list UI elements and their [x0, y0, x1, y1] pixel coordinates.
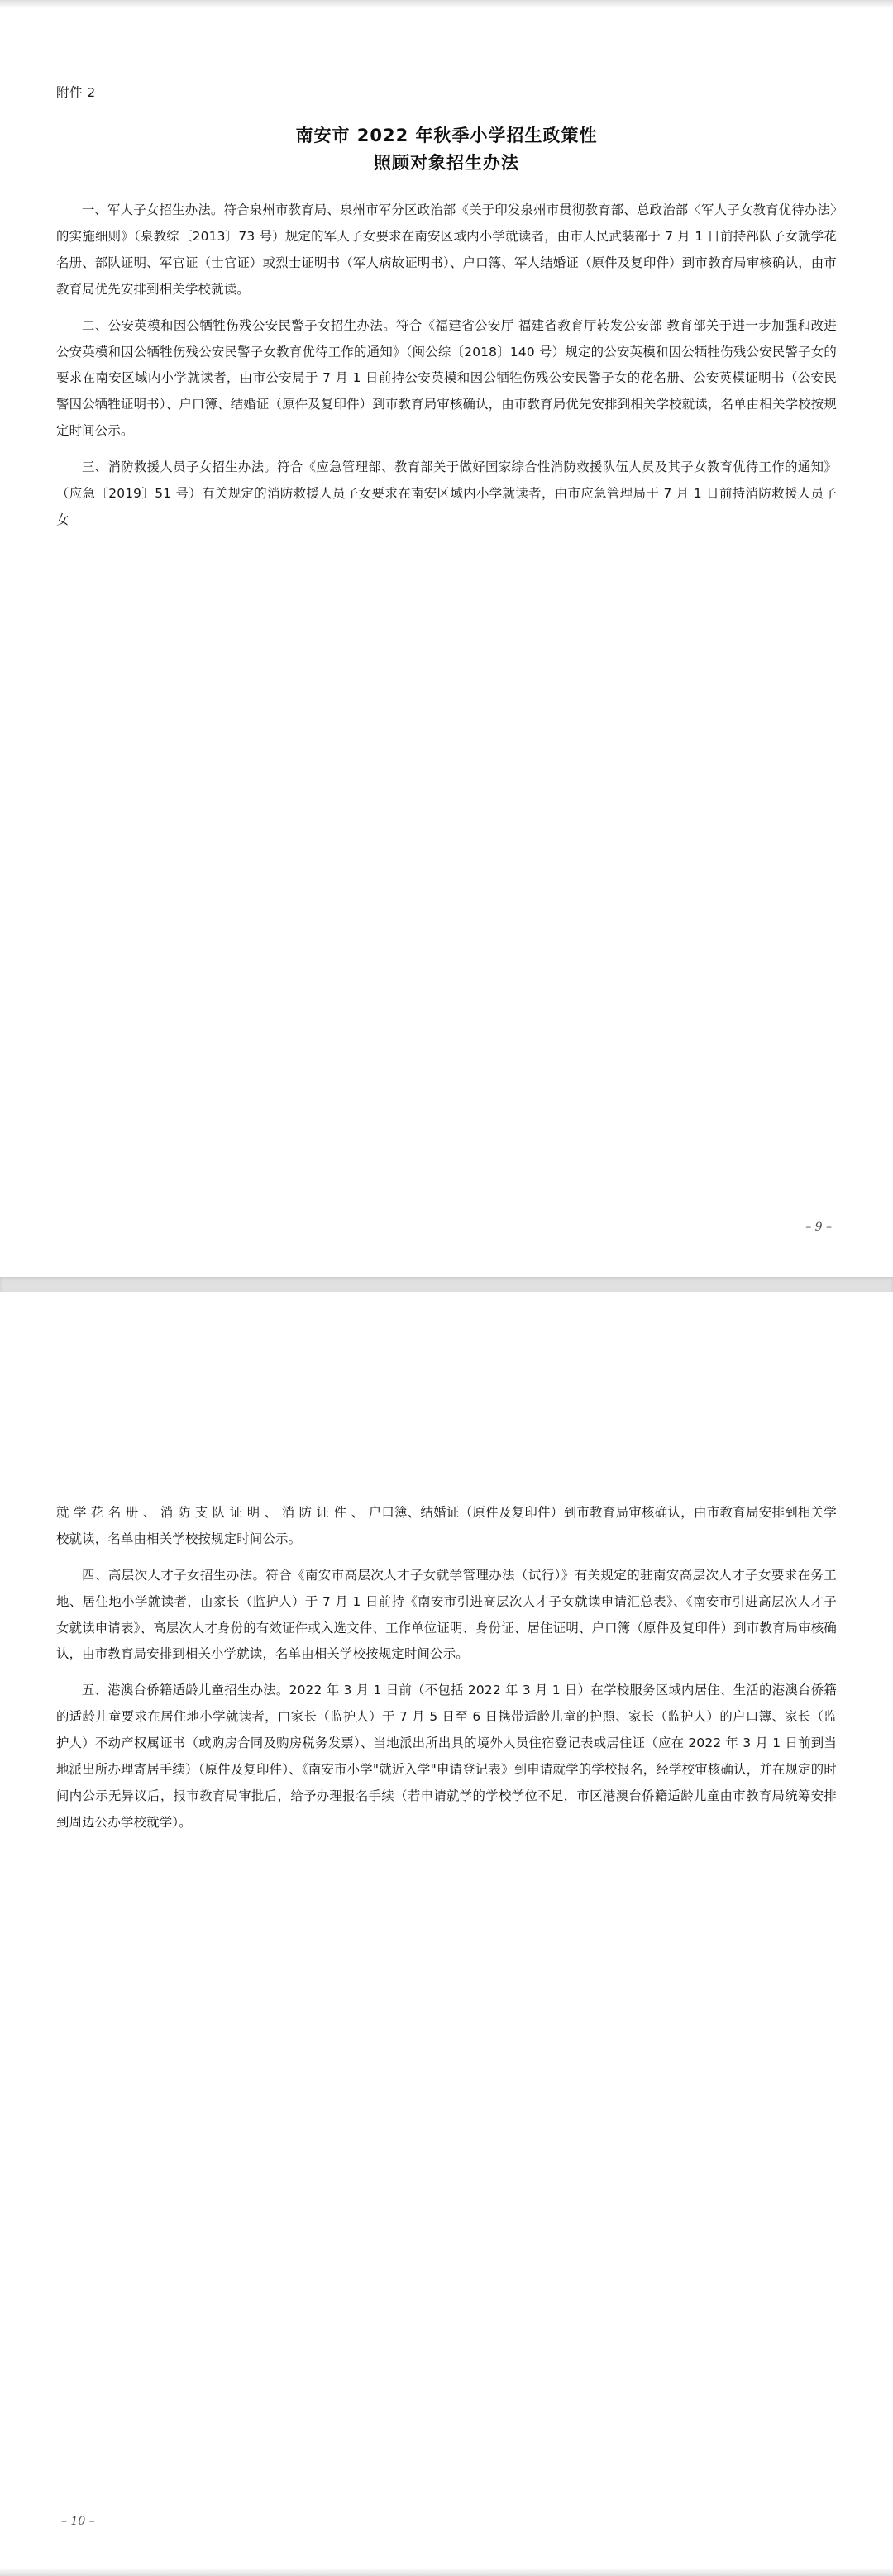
paragraph-military-children [56, 198, 837, 303]
page-separator [0, 1277, 893, 1292]
paragraph-police-model-children [56, 313, 837, 445]
scan-edge-bottom [0, 2568, 893, 2576]
paragraph-text: 三、消防救援人员子女招生办法。符合《应急管理部、教育部关于做好国家综合性消防救援队伍人员及其子女教育优待工作的通知》（应急〔2019〕51 号）有关规定的消防救援人员子女要求在南安区域内小学就读者，由市应急管理局于 7 月 1 日前持消防救援人员子女 [56, 459, 837, 527]
paragraph-high-level-talent-children [56, 1563, 837, 1669]
paragraph-hk-macao-taiwan-overseas-children [56, 1678, 837, 1836]
page-title-line-2: 照顾对象招生办法 [374, 152, 519, 173]
paragraph-text: 就 学 花 名 册 、 消 防 支 队 证 明 、 消 防 证 件 、 户口簿、结婚证（原件及复印件）到市教育局审核确认，由市教育局安排到相关学校就读，名单由相关学校按规定时间公示。 [56, 1505, 837, 1546]
page-number-10: – 10 – [61, 2515, 95, 2528]
document-page-2 [0, 1292, 893, 2576]
document-page-1 [0, 0, 893, 1277]
paragraph-text: 五、港澳台侨籍适龄儿童招生办法。2022 年 3 月 1 日前（不包括 2022 年 3 月 1 日）在学校服务区域内居住、生活的港澳台侨籍的适龄儿童要求在居住地小学就读者，由家长（监护人）于 7 月 5 日至 6 日携带适龄儿童的护照、家长（监护人）的户口簿、家长（监护人）不动产权属证书（或购房合同及购房税务发票）、当地派出所出具的境外人员住宿登记表或居住证（应在 2022 年 3 月 1 日前到当地派出所办理寄居手续）（原件及复印件）、《南安市小学"就近入学"申请登记表》到申请就学的学校报名，经学校审核确认，并在规定的时间内公示无异议后，报市教育局审批后，给予办理报名手续（若申请就学的学校学位不足，市区港澳台侨籍适龄儿童由市教育局统筹安排到周边公办学校就学）。 [56, 1683, 837, 1830]
attachment-label: 附件 2 [56, 85, 96, 100]
page-title-line-1: 南安市 2022 年秋季小学招生政策性 [295, 126, 598, 145]
page-title [56, 122, 837, 176]
paragraph-firefighter-children [56, 455, 837, 534]
paragraph-firefighter-children-continued [56, 1500, 837, 1553]
paragraph-text: 二、公安英模和因公牺牲伤残公安民警子女招生办法。符合《福建省公安厅 福建省教育厅转发公安部 教育部关于进一步加强和改进公安英模和因公牺牲伤残公安民警子女教育优待工作的通知》（闽公综〔2018〕140 号）规定的公安英模和因公牺牲伤残公安民警子女的要求在南安区域内小学就读者，由市公安局于 7 月 1 日前持公安英模和因公牺牲伤残公安民警子女的花名册、公安英模证明书（公安民警因公牺牲证明书）、户口簿、结婚证（原件及复印件）到市教育局审核确认，由市教育局优先安排到相关学校就读，名单由相关学校按规定时间公示。 [56, 317, 837, 439]
page-number-9: – 9 – [805, 1221, 832, 1234]
paragraph-text: 四、高层次人才子女招生办法。符合《南安市高层次人才子女就学管理办法（试行）》有关规定的驻南安高层次人才子女要求在务工地、居住地小学就读者，由家长（监护人）于 7 月 1 日前持《南安市引进高层次人才子女就读申请汇总表》、《南安市引进高层次人才子女就读申请表》、高层次人才身份的有效证件或入选文件、工作单位证明、身份证、居住证明、户口簿（原件及复印件）到市教育局审核确认，由市教育局安排到相关小学就读，名单由相关学校按规定时间公示。 [56, 1567, 837, 1662]
paragraph-text: 一、军人子女招生办法。符合泉州市教育局、泉州市军分区政治部《关于印发泉州市贯彻教育部、总政治部〈军人子女教育优待办法〉的实施细则》（泉教综〔2013〕73 号）规定的军人子女要求在南安区域内小学就读者，由市人民武装部于 7 月 1 日前持部队子女就学花名册、部队证明、军官证（士官证）或烈士证明书（军人病故证明书）、户口簿、军人结婚证（原件及复印件）到市教育局审核确认，由市教育局优先安排到相关学校就读。 [56, 202, 837, 297]
scan-edge-top [0, 0, 893, 8]
